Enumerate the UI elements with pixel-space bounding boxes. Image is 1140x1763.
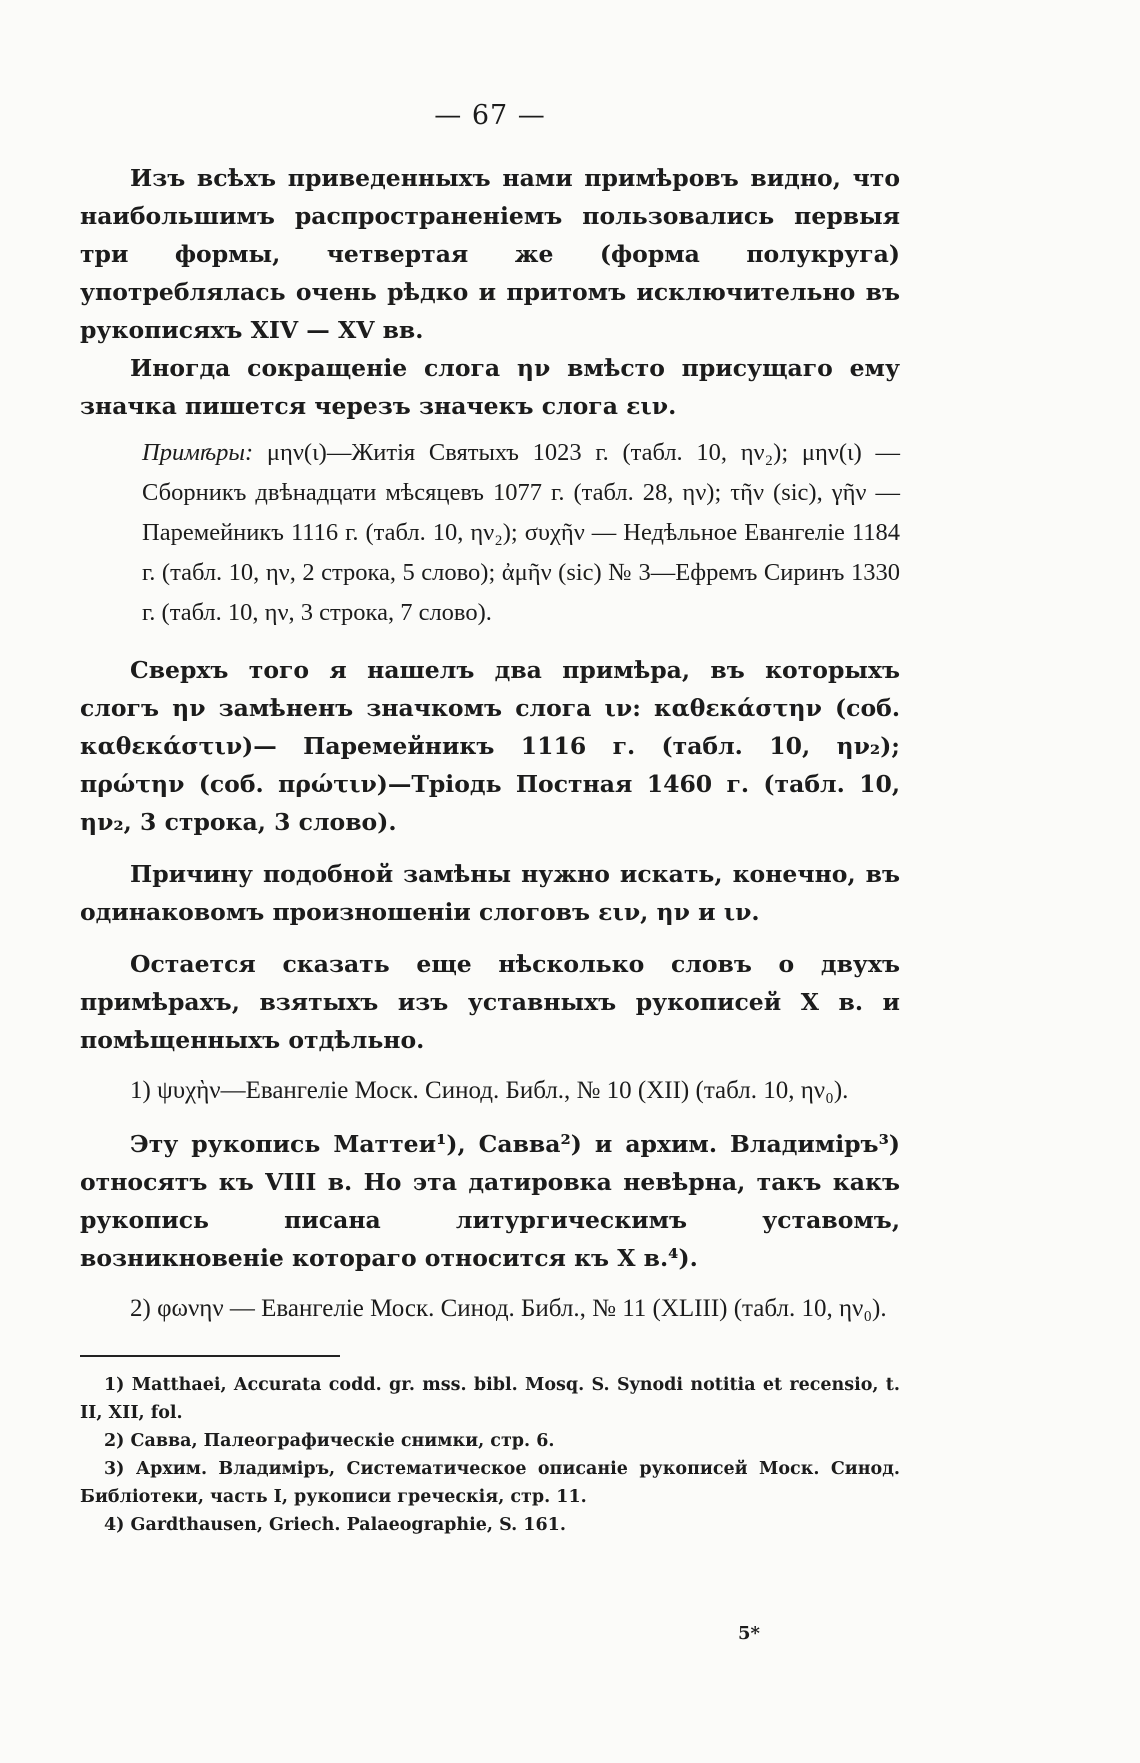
examples-text: μην(ι)—Житія Святыхъ 1023 г. (табл. 10, ην₂); μην(ι) — Сборникъ двѣнадцати мѣсяцевъ 1077 г. (табл. 28, ην); τῆν (sic), γῆν — Паремейникъ 1116 г. (табл. 10, ην₂); συχῆν — Недѣльное Евангеліе 1184 г. (табл. 10, ην, 2 строка, 5 слово); ἀμῆν (sic) № 3—Ефремъ Сиринъ 1330 г. (табл. 10, ην, 3 строка, 7 слово). [142, 439, 900, 626]
footnote-2: 2) Савва, Палеографическіе снимки, стр. 6. [104, 1431, 555, 1451]
footnote-3: 3) Архим. Владиміръ, Систематическое описаніе рукописей Моск. Синод. Библіотеки, часть I, рукописи греческія, стр. 11. [80, 1459, 900, 1507]
paragraph-6: Эту рукопись Маттеи¹), Савва²) и архим. Владиміръ³) относятъ къ VIII в. Но эта датировка невѣрна, такъ какъ рукопись писана литургическимъ уставомъ, возникновеніе котораго относится къ X в.⁴). [80, 1130, 900, 1272]
footnote-4: 4) Gardthausen, Griech. Palaeographie, S. 161. [104, 1515, 566, 1535]
paragraph-4: Причину подобной замѣны нужно искать, конечно, въ одинаковомъ произношеніи слоговъ ειν, ην и ιν. [80, 860, 900, 926]
item-2: 2) φωνην — Евангеліе Моск. Синод. Библ., № 11 (XLIII) (табл. 10, ην₀). [130, 1295, 887, 1322]
paragraph-3: Сверхъ того я нашелъ два примѣра, въ которыхъ слогъ ην замѣненъ значкомъ слога ιν: καθεκάστην (соб. καθεκάστιν)— Паремейникъ 1116 г. (табл. 10, ην₂); πρώτην (соб. πρώτιν)—Тріодь Постная 1460 г. (табл. 10, ην₂, 3 строка, 3 слово). [80, 656, 900, 836]
page [80, 100, 900, 1539]
item-1: 1) ψυχὴν—Евангеліе Моск. Синод. Библ., № 10 (XII) (табл. 10, ην₀). [130, 1077, 849, 1104]
paragraph-5: Остается сказать еще нѣсколько словъ о двухъ примѣрахъ, взятыхъ изъ уставныхъ рукописей X в. и помѣщенныхъ отдѣльно. [80, 950, 900, 1054]
examples-label: Примѣры: [142, 439, 254, 466]
paragraph-2: Иногда сокращеніе слога ην вмѣсто присущаго ему значка пишется черезъ значекъ слога ειν. [80, 354, 900, 420]
examples-paragraph [142, 433, 900, 633]
footnote-divider [80, 1355, 340, 1357]
page-number: — 67 — [434, 100, 546, 131]
signature-mark: 5* [738, 1623, 760, 1644]
paragraph-1: Изъ всѣхъ приведенныхъ нами примѣровъ видно, что наибольшимъ распространеніемъ пользовались первыя три формы, четвертая же (форма полукруга) употреблялась очень рѣдко и притомъ исключительно въ рукописяхъ XIV — XV вв. [80, 164, 900, 344]
footnote-1: 1) Matthaei, Accurata codd. gr. mss. bibl. Mosq. S. Synodi notitia et recensio, t. II, XII, fol. [80, 1375, 900, 1423]
